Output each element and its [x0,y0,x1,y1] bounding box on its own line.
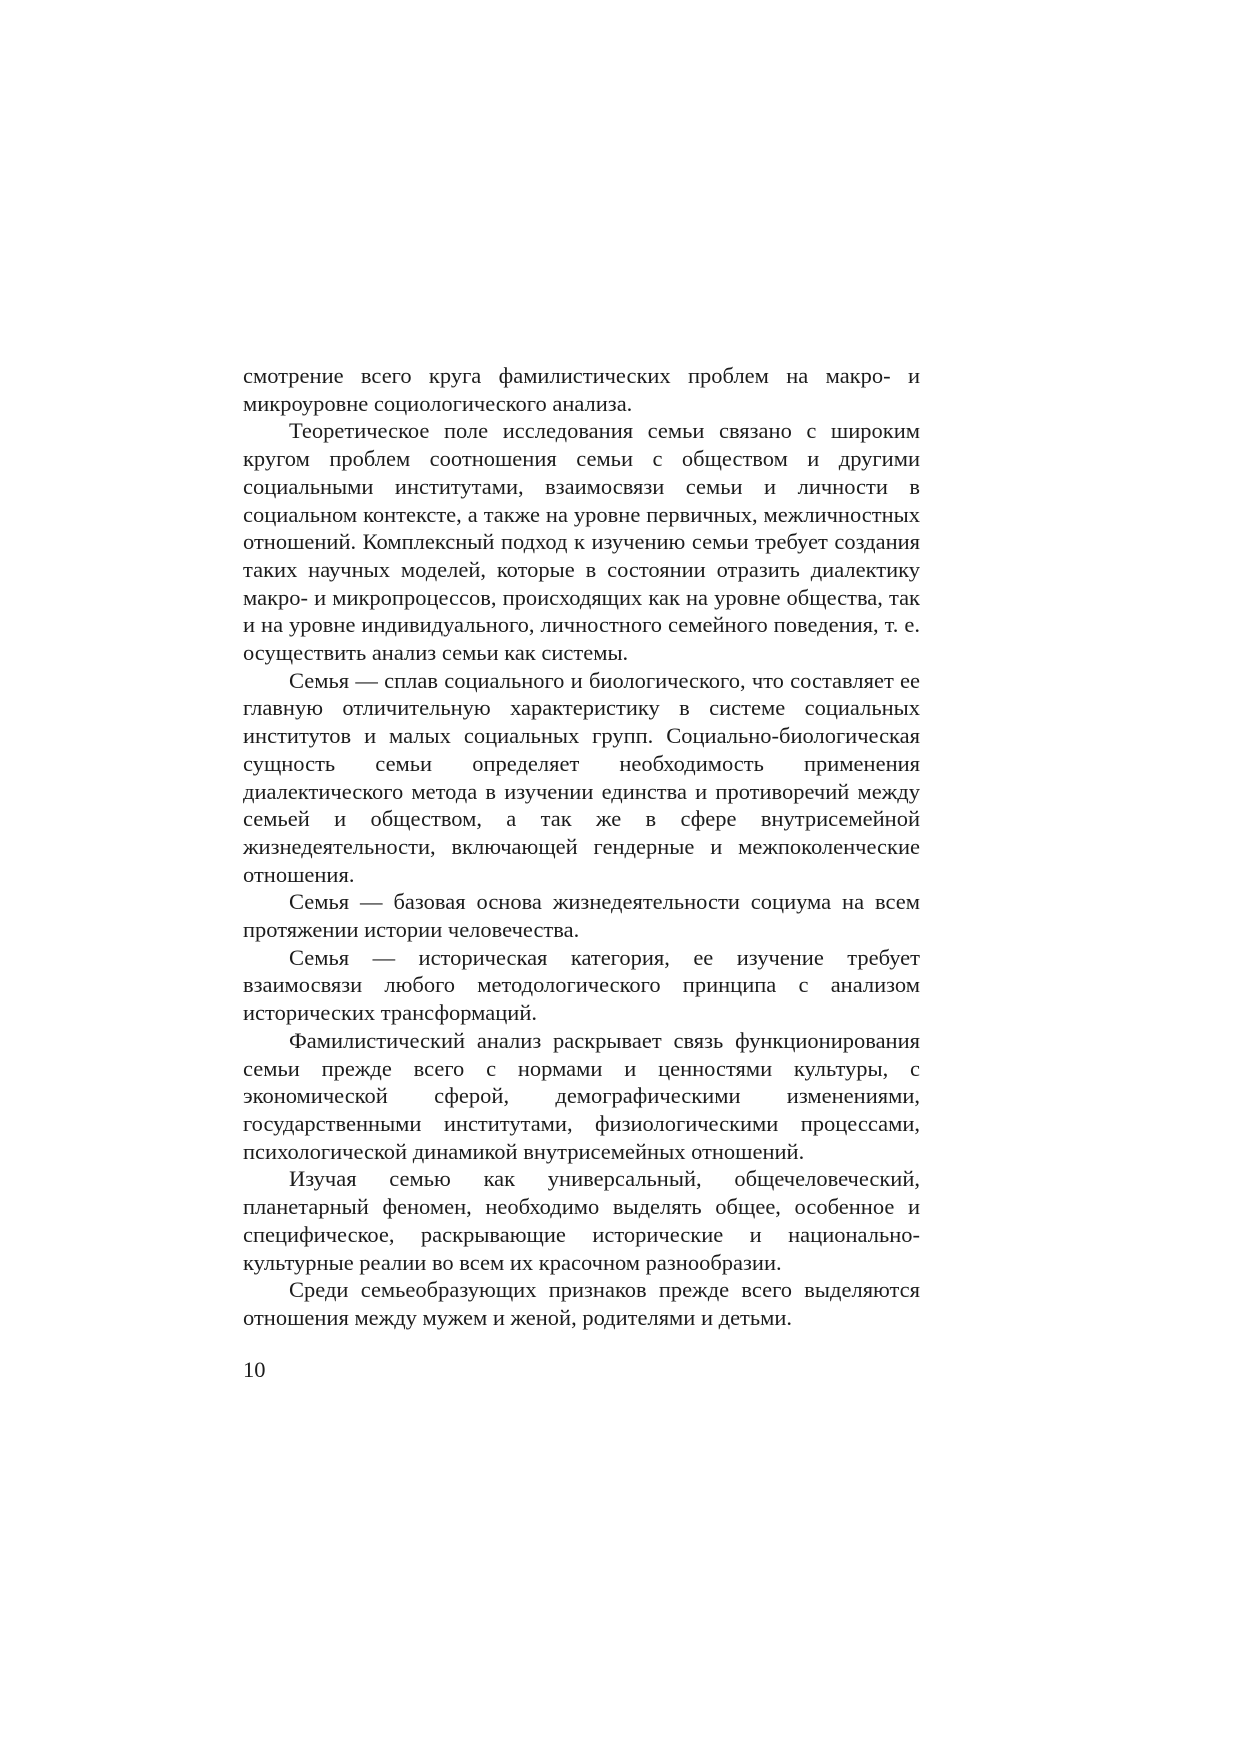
paragraph-theoretical-field: Теоретическое поле исследования семьи связано с широким кругом проблем соотношения семьи с обществом и другими социальными институтами, взаимосвязи семьи и личности в социальном контексте, а также на уровне первичных, межличностных отношений. Комплексный подход к изучению семьи требует создания таких научных моделей, которые в состоянии отразить диалектику макро- и микропроцессов, происходящих как на уровне общества, так и на уровне индивидуального, личностного семейного поведения, т. е. осуществить анализ семьи как системы. [243,418,920,666]
paragraph-family-forming-features: Среди семьеобразующих признаков прежде всего выделяются отношения между мужем и женой, родителями и детьми. [243,1277,920,1330]
body-text [243,362,920,1332]
paragraph-historical-category: Семья — историческая категория, ее изучение требует взаимосвязи любого методологического принципа с анализом исторических трансформаций. [243,944,920,1026]
paragraph-familistic-analysis: Фамилистический анализ раскрывает связь функционирования семьи прежде всего с нормами и ценностями культуры, с экономической сферой, демографическими изменениями, государственными институтами, физиологическими процессами, психологической динамикой внутрисемейных отношений. [243,1027,920,1164]
paragraph-continuation: смотрение всего круга фамилистических проблем на макро- и микроуровне социологического анализа. [243,363,920,416]
paragraph-universal-phenomenon: Изучая семью как универсальный, общечеловеческий, планетарный феномен, необходимо выделять общее, особенное и специфическое, раскрывающие исторические и национально-культурные реалии во всем их красочном разнообразии. [243,1166,920,1275]
paragraph-family-basis: Семья — базовая основа жизнедеятельности социума на всем протяжении истории человечества. [243,889,920,943]
page-number: 10 [243,1357,266,1382]
paragraph-family-alloy: Семья — сплав социального и биологического, что составляет ее главную отличительную характеристику в системе социальных институтов и малых социальных групп. Социально-биологическая сущность семьи определяет необходимость применения диалектического метода в изучении единства и противоречий между семьей и обществом, а так же в сфере внутрисемейной жизнедеятельности, включающей гендерные и межпоколенческие отношения. [243,667,920,887]
